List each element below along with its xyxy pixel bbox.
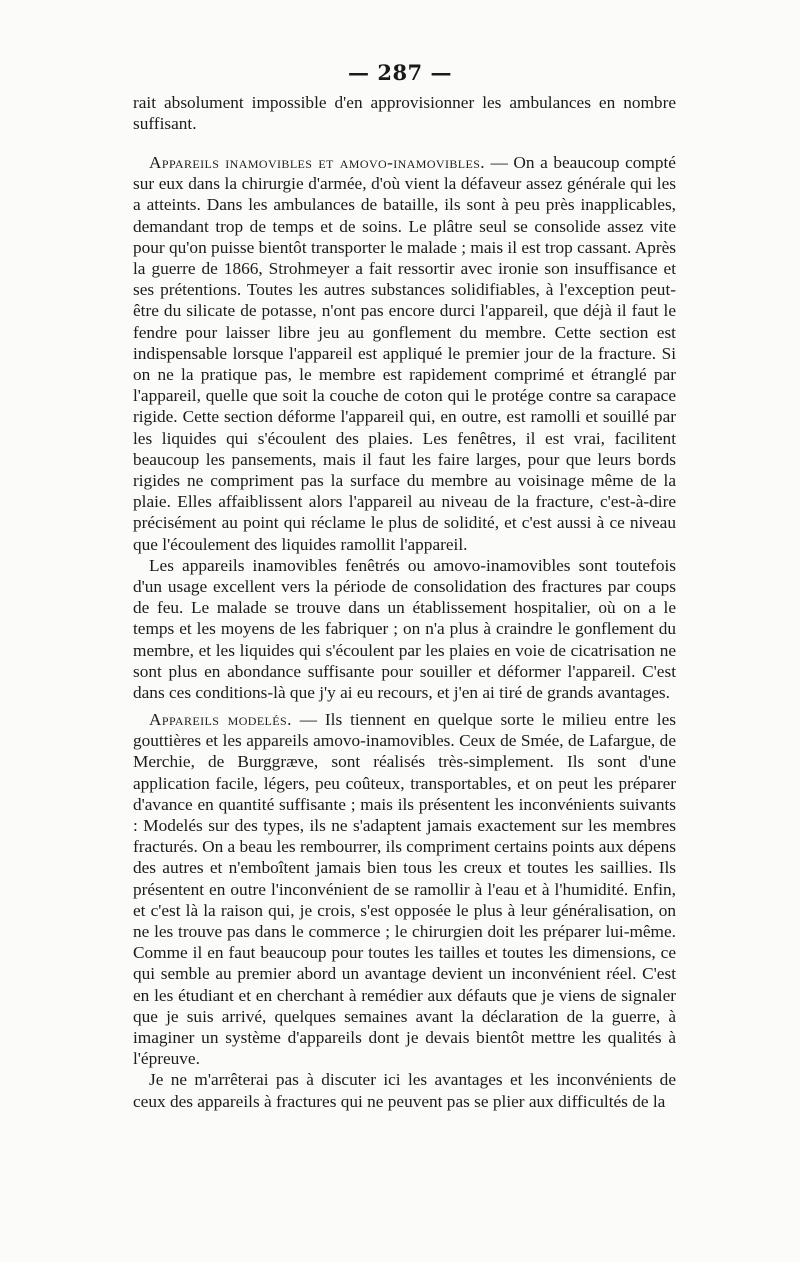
- section-inamovibles-para2: Les appareils inamovibles fenêtrés ou amovo-inamovibles sont toutefois d'un usage excellent vers la période de consolidation des fractures par coups de feu. Le malade se trouve dans un établissement hospitalier, où on a le temps et les moyens de les fabriquer ; on n'a plus à craindre le gonflement du membre, et les liquides qui s'écoulent par les plaies en voie de cicatrisation ne sont plus en abondance suffisante pour souiller et déformer l'appareil. C'est dans ces conditions-là que j'y ai eu recours, et j'en ai tiré de grands avantages.: [133, 555, 676, 703]
- intro-paragraph: rait absolument impossible d'en approvisionner les ambulances en nombre suffisant.: [133, 93, 676, 134]
- section-modeles-heading: Appareils modelés.: [149, 710, 292, 729]
- section-inamovibles: [133, 152, 676, 703]
- section-modeles-para1-text: Ils tiennent en quelque sorte le milieu entre les gouttières et les appareils amovo-inamovibles. Ceux de Smée, de Lafargue, de Merchie, de Burggræve, sont réalisés très-simplement. Ils sont d'une application facile, légers, peu coûteux, transportables, et on peut les préparer d'avance en quantité suffisante ; mais ils présentent les inconvénients suivants : Modelés sur des types, ils ne s'adaptent jamais exactement sur les membres fracturés. On a beau les rembourrer, ils compriment certains points aux dépens des autres et n'emboîtent jamais bien tous les creux et toutes les saillies. Ils présentent en outre l'inconvénient de se ramollir à l'eau et à l'humidité. Enfin, et c'est là la raison qui, je crois, s'est opposée le plus à leur généralisation, on ne les trouve pas dans le commerce ; le chirurgien doit les préparer lui-même. Comme il en faut beaucoup pour toutes les tailles et toutes les dimensions, ce qui semble au premier abord un avantage devient un inconvénient réel. C'est en les étudiant et en cherchant à remédier aux défauts que je viens de signaler que je suis arrivé, quelques semaines avant la déclaration de la guerre, à imaginer un système d'appareils dont je devais bientôt mettre les qualités à l'épreuve.: [133, 710, 677, 1069]
- heading-dash: —: [485, 153, 514, 172]
- page-number: — 287 —: [348, 60, 452, 85]
- section-inamovibles-heading: Appareils inamovibles et amovo-inamovibles.: [149, 153, 486, 172]
- section-inamovibles-para1: [133, 152, 676, 555]
- section-modeles-para1: [133, 709, 676, 1069]
- section-modeles-para2: Je ne m'arrêterai pas à discuter ici les avantages et les inconvénients de ceux des appareils à fractures qui ne peuvent pas se plier aux difficultés de la: [133, 1070, 676, 1111]
- section-inamovibles-para1-text: On a beaucoup compté sur eux dans la chirurgie d'armée, d'où vient la défaveur assez générale qui les a atteints. Dans les ambulances de bataille, ils sont à peu près inapplicables, demandant trop de temps et de soins. Le plâtre seul se consolide assez vite pour qu'on puisse bientôt transporter le malade ; mais il est trop cassant. Après la guerre de 1866, Strohmeyer a fait ressortir avec ironie son insuffisance et ses prétentions. Toutes les autres substances solidifiables, à l'exception peut-être du silicate de potasse, n'ont pas encore durci l'appareil, que déjà il faut le fendre pour laisser libre jeu au gonflement du membre. Cette section est indispensable lorsque l'appareil est appliqué le premier jour de la fracture. Si on ne la pratique pas, le membre est rapidement comprimé et étranglé par l'appareil, quelle que soit la couche de coton qui le protége contre sa carapace rigide. Cette section déforme l'appareil qui, en outre, est ramolli et souillé par les liquides qui s'écoulent des plaies. Les fenêtres, il est vrai, facilitent beaucoup les pansements, mais il faut les faire larges, pour que leurs bords rigides ne compriment pas la surface du membre au voisinage même de la plaie. Elles affaiblissent alors l'appareil au niveau de la fracture, c'est-à-dire précisément au point qui réclame le plus de solidité, et c'est aussi à ce niveau que l'écoulement des liquides ramollit l'appareil.: [133, 153, 676, 554]
- intro-paragraph-block: [133, 92, 676, 134]
- heading-dash: —: [291, 710, 325, 729]
- section-modeles: [133, 709, 676, 1112]
